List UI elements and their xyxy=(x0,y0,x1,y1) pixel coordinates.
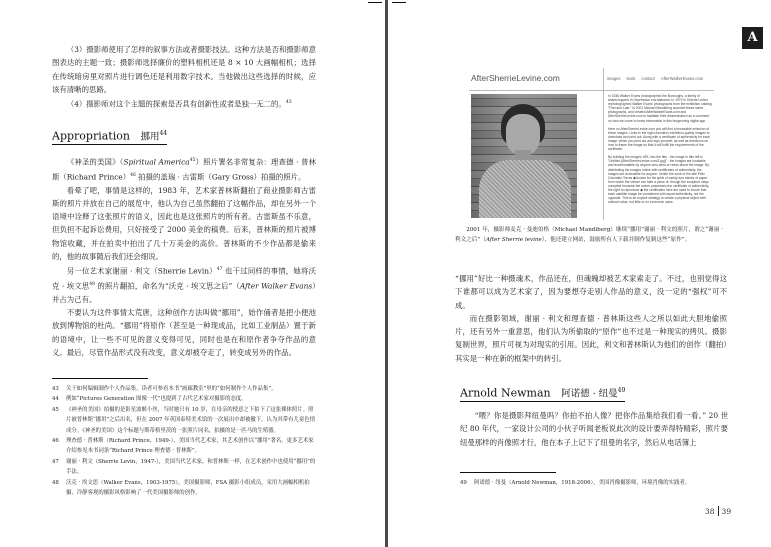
body-paragraph-3: 另一位艺术家谢丽 · 利文（Sherrie Levin）$^{47}$ 也干过同样的事情，她将沃克 · 埃文思$^{48}$ 的照片翻拍，命名为“沃克 · 埃文思之后”（After Walker Evans）并占为己有。 xyxy=(52,266,316,304)
footnote-ref[interactable]: 44 xyxy=(159,130,168,137)
page-numbers xyxy=(705,506,731,516)
website-copy-paragraph: By building the image's URL into the title - the image to title left is "Untitled [AfterSherrieLevine.com/2.jpg]" - the images are locatable and downloadable by anyone who sees or reads about the image. By distributing the images online with certificates of authenticity, the images are accessible for anyone. Unlike the work of the late Felix Gonzalez-Torres ◆ known for his spills of candy and stacks of paper from which the viewer can take a piece of, though the sculpture stays complete because the owner possesses the certificate of authenticity, the right to reproduce ◆ the certificates here are used to insure that each satellite image be considered with equal authenticity, not the opposite. This is an explicit strategy to create a physical object with cultural value, but little or no economic value. xyxy=(608,155,710,205)
website-screenshot xyxy=(469,68,714,220)
portrait-dress xyxy=(479,160,571,218)
intro-paragraph-4: （4）摄影师对这个主题的探索是否具有创新性或者是独一无二的。$^{43}$ xyxy=(66,99,292,109)
section-heading-arnold-newman xyxy=(460,384,625,402)
footnote-49: 49 阿诺德 · 纽曼（Arnold Newman，1918-2006），美国肖像摄影师，环境肖像的实践者。 xyxy=(460,480,691,486)
body-paragraph-4: 不要认为这件事情太荒唐，这种创作方法叫做“挪用”，始作俑者是把小便池放到博物馆的杜尚。“挪用”将原作（甚至是一种现成品，比如工业制品）置于新的语境中，让一些不可见的意义变得可见，同时也是在和原作者争夺作品的意义。最后，尽管作品形式没有改变，意义却被夺走了，转变成另外的作品。 xyxy=(52,308,316,358)
website-nav xyxy=(607,76,703,81)
footnote-ref[interactable]: 47 xyxy=(216,267,223,273)
footnote-ref[interactable]: 48 xyxy=(89,282,95,288)
body-paragraph-6: 而在摄影领域，谢丽 · 利文和理查德 · 普林斯这些人之所以如此大胆地偷照片，还有另外一重意思，他们认为所偷取的“原作”也不过是一种现实的拷贝。摄影复制世界，照片可视为对现实的引用。因此，利文和普林斯认为他们的创作（翻拍）其实是一种在新的框架中的转引。 xyxy=(455,313,727,363)
footnote-rule xyxy=(460,472,556,473)
footnote-43: 43 关于如何编辑制作个人作品集，读者可参看本书“画廊教室”里的“如何制作个人作品集”。 xyxy=(52,386,277,392)
page-number-right: 39 xyxy=(721,506,732,516)
portrait-photo xyxy=(471,94,577,218)
website-copy xyxy=(608,94,712,208)
heading-english: Appropriation xyxy=(52,129,130,143)
footnotes-right xyxy=(460,478,728,488)
newman-body xyxy=(460,409,728,449)
right-body xyxy=(455,272,727,365)
website-copy-paragraph: Here on AfterSherrieLevine.com you will find a browsable selection of these images. Links to the high-resolution exhibition-quality images to download and print out. Along with a certificate of authenticity for each image, which you print out and sign yourself, as well as directions on how to frame the image so that it will fulfill the requirements of the certificate. xyxy=(608,126,711,152)
footnote-47: 47 谢丽 · 利文（Sherrie Levin，1947-），美国当代艺术家，和普林斯一样，在艺术创作中也使用“挪用”的手法。 xyxy=(52,458,316,476)
folio-divider xyxy=(718,506,719,516)
section-thumb-tab[interactable]: A xyxy=(742,27,763,49)
website-nav-afterwalkerevans: AfterWalkerEvans.com xyxy=(660,76,704,81)
website-column-divider xyxy=(603,68,604,220)
footnote-ref[interactable]: 46 xyxy=(130,172,136,178)
heading-english: Arnold Newman xyxy=(460,386,551,400)
footnote-ref[interactable]: 43 xyxy=(285,100,292,106)
left-page xyxy=(0,0,384,547)
body-paragraph-2: 看晕了吧，事情是这样的，1983 年，艺术家普林斯翻拍了商业摄影师古雷斯的照片并放在自己的展览中，他认为自己虽然翻拍了这幅作品，却在另外一个语境中诠释了这张照片的语义，因此也是这张照片的所有者。古雷斯虽不乐意，但负担不起诉讼费用，只好接受了 2000 美金的稿费。后来，普林斯的照片被博物馆收藏，并在拍卖中拍出了几十万美金的高价。普林斯的不少作品都是偷来的，他的故事随后我们还会细说。 xyxy=(52,185,316,262)
website-nav-contact: contact xyxy=(641,76,655,81)
footnote-46: 46 理查德 · 普林斯（Richard Prince，1949-），美国当代艺术家，其艺术创作以“挪用”著名。更多艺术家介绍参见本书词条“Richard Prince 理查德 · 普林斯”。 xyxy=(52,438,314,455)
footnote-48: 48 沃克 · 埃文思（Walker Evans，1903-1975），美国摄影师，FSA 摄影小组成员，采用大画幅相机拍摄，冷静客观的摄影风格影响了一代美国摄影师的创作。 xyxy=(52,479,310,497)
intro-paragraph-3: （3）摄影师使用了怎样的叙事方法或者摄影技法。这种方法是否和摄影师意图表达的主题一致；摄影师选择廉价的塑料相机还是 8 × 10 大画幅相机；选择在传统暗房里对照片进行调色还是利用数字技术。当他做出这些选择的时候，应该有清晰的思路。 xyxy=(52,45,316,94)
appropriation-body xyxy=(52,154,316,359)
footnote-ref[interactable]: 49 xyxy=(617,387,626,394)
footnotes-left xyxy=(52,384,316,498)
footnote-44: 44 例如“Pictures Generation 图像一代”也提到了古代艺术家对摄影的态度。 xyxy=(52,396,247,403)
page-number-left: 38 xyxy=(705,506,715,516)
footnote-ref[interactable]: 45 xyxy=(189,158,196,163)
section-heading-appropriation xyxy=(52,127,167,145)
intro-text xyxy=(52,43,316,111)
website-nav-images: images xyxy=(607,76,621,81)
figure-caption: 2001 年，摄影师麦克 · 曼迪伯格（Michael Mandiberg）继续“挪用”谢丽 · 利文的照片，谓之“谢丽 · 利文之后”（After Sherrie levine），他还建立网站，鼓励所有人下载并制作复制这些“原作”。 xyxy=(455,227,723,244)
heading-chinese: 挪用 xyxy=(140,131,160,143)
body-paragraph-7: “喂？你是摄影拜纽曼吗？你拍不拍人像？把你作品集给我们看一看。” 20 世纪 80 年代，一家设计公司的小伙子听闻老板说此次的设计要弄得特精彩，照片要纽曼那样的肖像照才行，他在本子上记下了纽曼的名字，然后从电话簿上 xyxy=(460,411,728,447)
footnote-rule xyxy=(52,378,148,379)
website-title: AfterSherrieLevine.com xyxy=(471,73,560,83)
heading-chinese: 阿诺德 · 纽曼 xyxy=(561,388,618,400)
body-paragraph-5: “挪用”好比一种摄魂术，作品还在，但魂魄却被艺术家索走了。不过，也别觉得这下谁都可以成为艺术家了，因为要想夺走别人作品的意义，没一定的“强权”可不成。 xyxy=(455,274,727,310)
website-nav-texts: texts xyxy=(626,76,636,81)
body-paragraph-1: 《神圣的美国》（Spiritual America$^{45}$）照片署名非常复杂：理查德 · 普林斯（Richard Prince）$^{46}$ 拍摄的盖瑞 · 古雷斯（Gary Gross）拍摄的照片。 xyxy=(52,157,316,182)
crop-mark-right xyxy=(392,2,406,3)
footnote-45: 45 《神圣的美国》拍摄的是影星波姬小丝，当时她只有 10 岁，在母亲的授意之下拍下了这张裸体照片。照片被普林斯“挪用”之后出名，但在 2007 年英国泰特美术馆的一次展出中却被撤下，认为其带有儿童色情成分。《神圣的美国》这个标题与斯蒂格里茨的一张照片同名，拍摄的是一匹马的生殖器。 xyxy=(52,406,316,434)
page-gutter-divider xyxy=(385,0,388,547)
website-copy-paragraph: In 1936 Walker Evans photographed the Burroughs, a family of sharecroppers in Depression era Alabama. In 1979 in Sherrie Levine rephotographed Walker Evans' photographs from the exhibition catalog "First and Last." In 2001 Michael Mandiberg scanned these same photographs, and created AfterWalkerEvans.com and AfterSherrieLevine.com to facilitate their dissemination as a comment on how we come to know information in this burgeoning digital age. xyxy=(608,94,712,123)
